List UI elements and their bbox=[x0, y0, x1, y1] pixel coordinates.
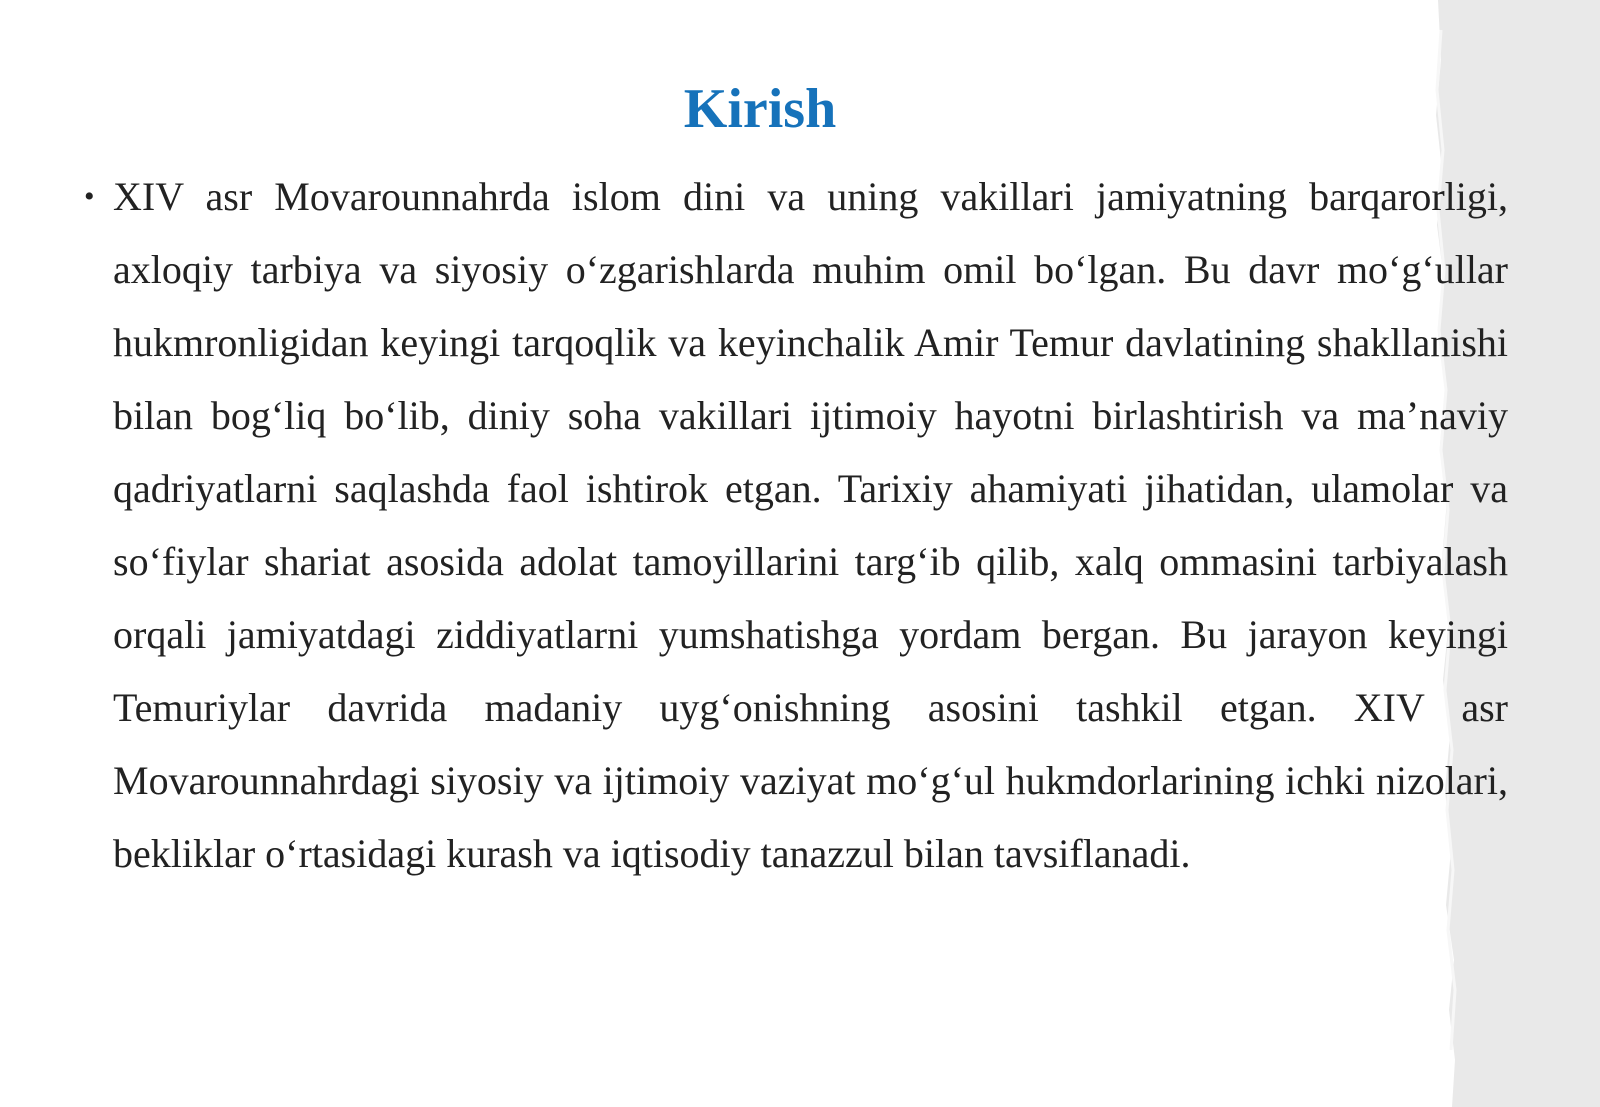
list-item bbox=[80, 160, 1508, 890]
bullet-text: XIV asr Movarounnahrda islom dini va uning vakillari jamiyatning barqarorligi, axloqiy tarbiya va siyosiy o‘zgarishlarda muhim omil bo‘lgan. Bu davr mo‘g‘ullar hukmronligidan keyingi tarqoqlik va keyinchalik Amir Temur davlatining shakllanishi bilan bog‘liq bo‘lib, diniy soha vakillari ijtimoiy hayotni birlashtirish va ma’naviy qadriyatlarni saqlashda faol ishtirok etgan. Tarixiy ahamiyati jihatidan, ulamolar va so‘fiylar shariat asosida adolat tamoyillarini targ‘ib qilib, xalq ommasini tarbiyalash orqali jamiyatdagi ziddiyatlarni yumshatishga yordam bergan. Bu jarayon keyingi Temuriylar davrida madaniy uyg‘onishning asosini tashkil etgan. XIV asr Movarounnahrdagi siyosiy va ijtimoiy vaziyat mo‘g‘ul hukmdorlarining ichki nizolari, bekliklar o‘rtasidagi kurash va iqtisodiy tanazzul bilan tavsiflanadi. bbox=[113, 174, 1508, 876]
slide-title: Kirish bbox=[683, 78, 837, 140]
bullet-list bbox=[80, 160, 1508, 890]
bullet-dot-icon: • bbox=[84, 180, 95, 213]
